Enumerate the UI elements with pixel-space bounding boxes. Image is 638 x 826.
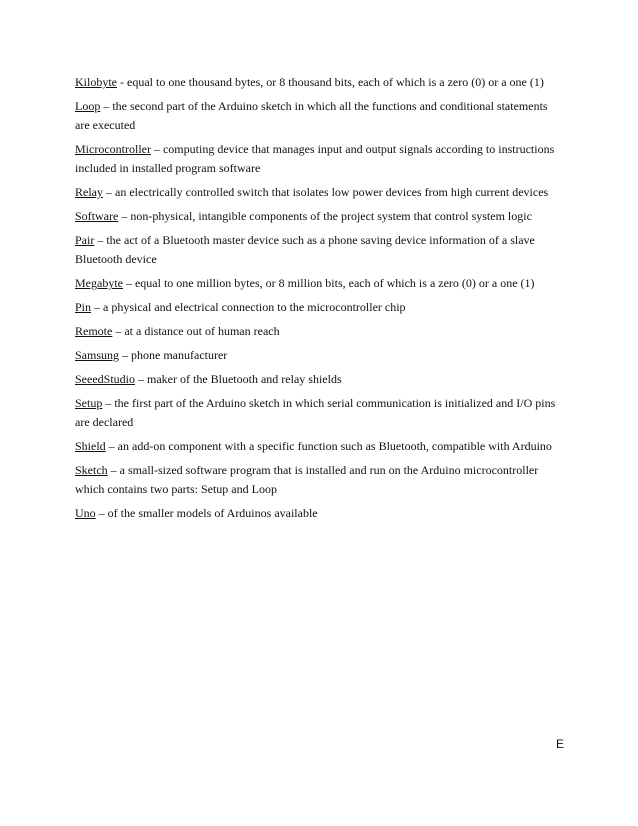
glossary-term: Samsung — [75, 348, 120, 362]
glossary-list — [75, 73, 563, 528]
glossary-definition: – the act of a Bluetooth master device such as a phone saving device information of a slave Bluetooth device — [75, 233, 535, 266]
glossary-term: SeeedStudio — [75, 372, 135, 386]
glossary-definition: – non-physical, intangible components of the project system that control system logic — [118, 209, 532, 223]
glossary-term: Loop — [75, 99, 101, 113]
glossary-entry — [75, 97, 563, 135]
glossary-term: Microcontroller — [75, 142, 151, 156]
glossary-entry — [75, 140, 563, 178]
glossary-definition: – computing device that manages input and output signals according to instructions included in installed program software — [75, 142, 555, 175]
glossary-entry — [75, 461, 563, 499]
glossary-term: Setup — [75, 396, 103, 410]
glossary-entry — [75, 504, 563, 523]
glossary-definition: – a physical and electrical connection to the microcontroller chip — [91, 300, 406, 314]
glossary-entry — [75, 183, 563, 202]
glossary-term: Relay — [75, 185, 103, 199]
glossary-term: Megabyte — [75, 276, 123, 290]
glossary-entry — [75, 207, 563, 226]
glossary-term: Uno — [75, 506, 96, 520]
glossary-term: Shield — [75, 439, 106, 453]
glossary-definition: – the first part of the Arduino sketch in which serial communication is initialized and I/O pins are declared — [75, 396, 556, 429]
glossary-entry — [75, 370, 563, 389]
glossary-definition: – a small-sized software program that is installed and run on the Arduino microcontroller which contains two parts: Setup and Loop — [75, 463, 539, 496]
glossary-term: Pair — [75, 233, 95, 247]
glossary-definition: – equal to one million bytes, or 8 million bits, each of which is a zero (0) or a one (1) — [122, 276, 535, 290]
glossary-term: Kilobyte — [75, 75, 117, 89]
glossary-entry — [75, 346, 563, 365]
glossary-definition: – phone manufacturer — [119, 348, 228, 362]
glossary-definition: - equal to one thousand bytes, or 8 thousand bits, each of which is a zero (0) or a one (1) — [117, 75, 544, 89]
glossary-term: Remote — [75, 324, 113, 338]
glossary-entry — [75, 437, 563, 456]
glossary-entry — [75, 231, 563, 269]
glossary-entry — [75, 73, 563, 92]
glossary-definition: – an add-on component with a specific function such as Bluetooth, compatible with Arduino — [105, 439, 552, 453]
glossary-term: Software — [75, 209, 119, 223]
glossary-definition: – the second part of the Arduino sketch in which all the functions and conditional statements are executed — [75, 99, 548, 132]
glossary-definition: – at a distance out of human reach — [112, 324, 280, 338]
glossary-definition: – of the smaller models of Arduinos available — [95, 506, 318, 520]
page-number: E — [556, 737, 565, 751]
glossary-definition: – maker of the Bluetooth and relay shields — [135, 372, 342, 386]
glossary-entry — [75, 394, 563, 432]
glossary-definition: – an electrically controlled switch that isolates low power devices from high current devices — [103, 185, 549, 199]
glossary-term: Sketch — [75, 463, 108, 477]
glossary-entry — [75, 322, 563, 341]
glossary-term: Pin — [75, 300, 92, 314]
glossary-entry — [75, 298, 563, 317]
glossary-entry — [75, 274, 563, 293]
